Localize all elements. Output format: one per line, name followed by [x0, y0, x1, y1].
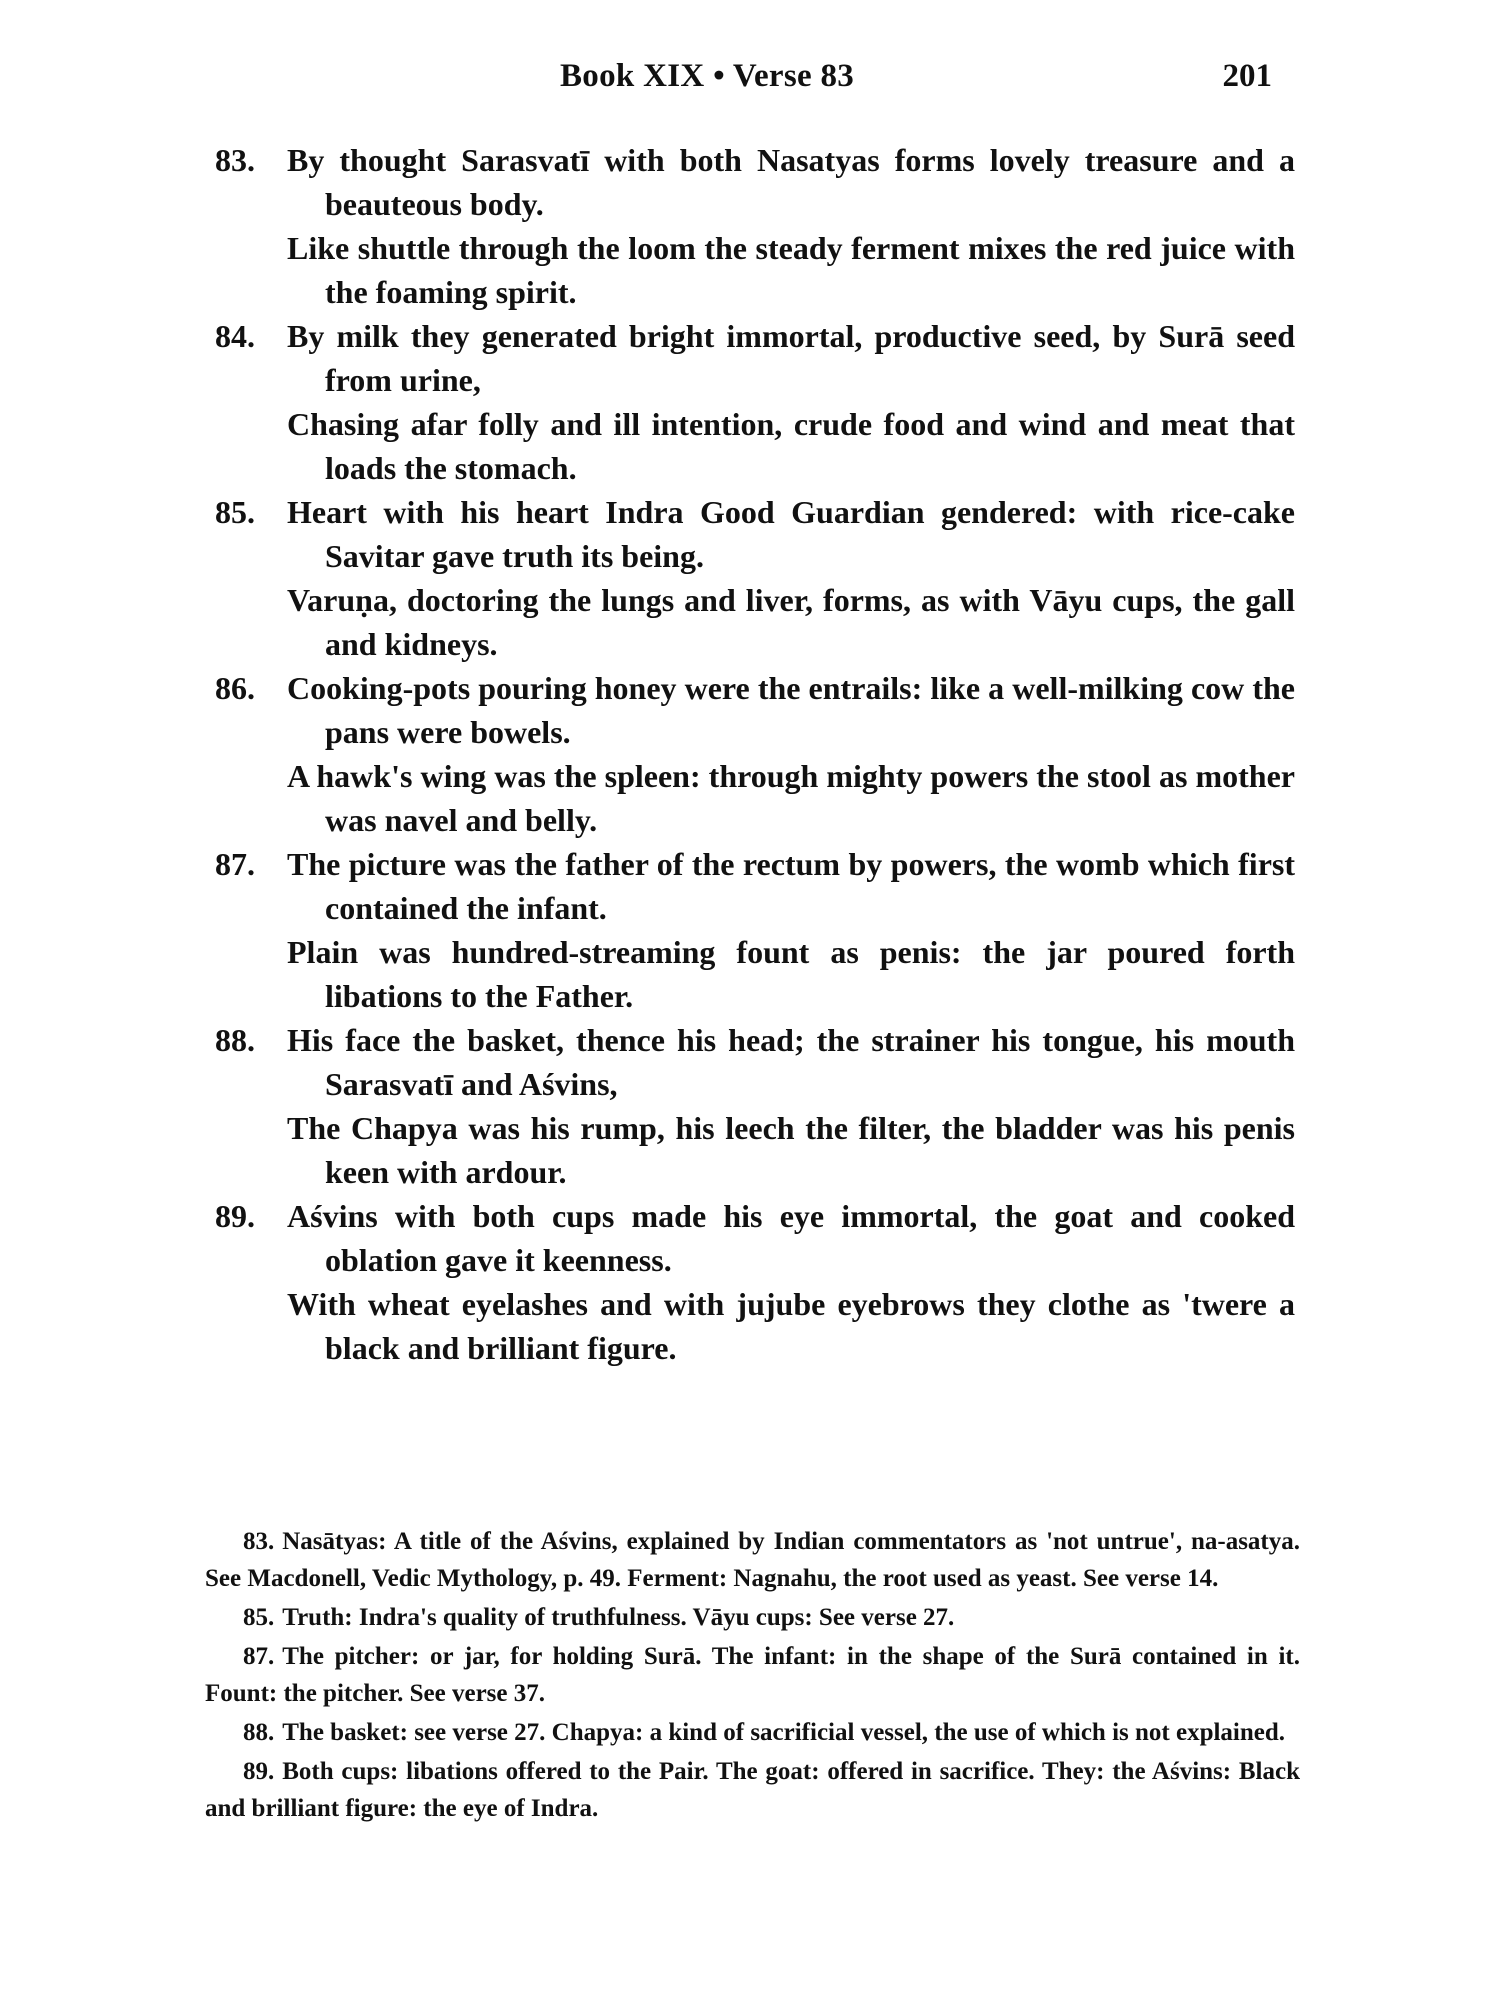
- footnote: [205, 1599, 1300, 1636]
- verse-text: Aśvins with both cups made his eye immortal, the goat and cooked oblation gave it keenness.: [287, 1198, 1295, 1278]
- verse-number: 89.: [215, 1198, 255, 1234]
- page-header: [0, 58, 1500, 108]
- verse-number: 85.: [215, 494, 255, 530]
- footnote-number: 87.: [243, 1643, 275, 1670]
- verse-line: [215, 402, 1295, 490]
- verse-text: Cooking-pots pouring honey were the entrails: like a well-milking cow the pans were bowels.: [287, 670, 1295, 750]
- verse-line: [215, 314, 1295, 402]
- verse-text: Chasing afar folly and ill intention, crude food and wind and meat that loads the stomach.: [287, 406, 1295, 486]
- verse-text: Plain was hundred-streaming fount as penis: the jar poured forth libations to the Father.: [287, 934, 1295, 1014]
- footnote-text: Truth: Indra's quality of truthfulness. Vāyu cups: See verse 27.: [282, 1604, 955, 1631]
- verse-text: His face the basket, thence his head; the strainer his tongue, his mouth Sarasvatī and Aśvins,: [287, 1022, 1295, 1102]
- footnote-text: Nasātyas: A title of the Aśvins, explained by Indian commentators as 'not untrue', na-asatya. See Macdonell, Vedic Mythology, p. 49. Ferment: Nagnahu, the root used as yeast. See verse 14.: [205, 1528, 1300, 1592]
- footnote-text: The basket: see verse 27. Chapya: a kind of sacrificial vessel, the use of which is not explained.: [282, 1719, 1286, 1746]
- verse-line: [215, 138, 1295, 226]
- verse-line: [215, 754, 1295, 842]
- verse-text: Heart with his heart Indra Good Guardian gendered: with rice-cake Savitar gave truth its being.: [287, 494, 1295, 574]
- verse-text: By milk they generated bright immortal, productive seed, by Surā seed from urine,: [287, 318, 1295, 398]
- verse-text: By thought Sarasvatī with both Nasatyas forms lovely treasure and a beauteous body.: [287, 142, 1295, 222]
- verse-block: [215, 138, 1295, 1370]
- verse-line: [215, 1194, 1295, 1282]
- verse-number: 83.: [215, 142, 255, 178]
- verse-text: A hawk's wing was the spleen: through mighty powers the stool as mother was navel and belly.: [287, 758, 1295, 838]
- footnote-number: 88.: [243, 1719, 275, 1746]
- verse-line: [215, 842, 1295, 930]
- verse-number: 84.: [215, 318, 255, 354]
- verse-text: Like shuttle through the loom the steady ferment mixes the red juice with the foaming spirit.: [287, 230, 1295, 310]
- footnote-text: The pitcher: or jar, for holding Surā. The infant: in the shape of the Surā contained in it. Fount: the pitcher. See verse 37.: [205, 1643, 1300, 1707]
- footnote-text: Both cups: libations offered to the Pair. The goat: offered in sacrifice. They: the Aśvins: Black and brilliant figure: the eye of Indra.: [205, 1758, 1300, 1822]
- verse-line: [215, 578, 1295, 666]
- verse-line: [215, 490, 1295, 578]
- verse-number: 86.: [215, 670, 255, 706]
- verse-line: [215, 666, 1295, 754]
- footnote: [205, 1638, 1300, 1712]
- footnote: [205, 1753, 1300, 1827]
- verse-text: The picture was the father of the rectum by powers, the womb which first contained the infant.: [287, 846, 1295, 926]
- verse-text: The Chapya was his rump, his leech the filter, the bladder was his penis keen with ardour.: [287, 1110, 1295, 1190]
- footnote-number: 89.: [243, 1758, 275, 1785]
- footnote-number: 85.: [243, 1604, 275, 1631]
- footnote-number: 83.: [243, 1528, 275, 1555]
- footnotes: [205, 1523, 1300, 1829]
- footnote: [205, 1714, 1300, 1751]
- verse-line: [215, 1018, 1295, 1106]
- verse-text: With wheat eyelashes and with jujube eyebrows they clothe as 'twere a black and brilliant figure.: [287, 1286, 1295, 1366]
- verse-text: Varuṇa, doctoring the lungs and liver, forms, as with Vāyu cups, the gall and kidneys.: [287, 582, 1295, 662]
- verse-number: 87.: [215, 846, 255, 882]
- verse-line: [215, 1106, 1295, 1194]
- verse-line: [215, 1282, 1295, 1370]
- page-number: 201: [1222, 58, 1272, 94]
- verse-line: [215, 930, 1295, 1018]
- verse-number: 88.: [215, 1022, 255, 1058]
- verse-line: [215, 226, 1295, 314]
- footnote: [205, 1523, 1300, 1597]
- running-head: Book XIX • Verse 83: [560, 58, 855, 94]
